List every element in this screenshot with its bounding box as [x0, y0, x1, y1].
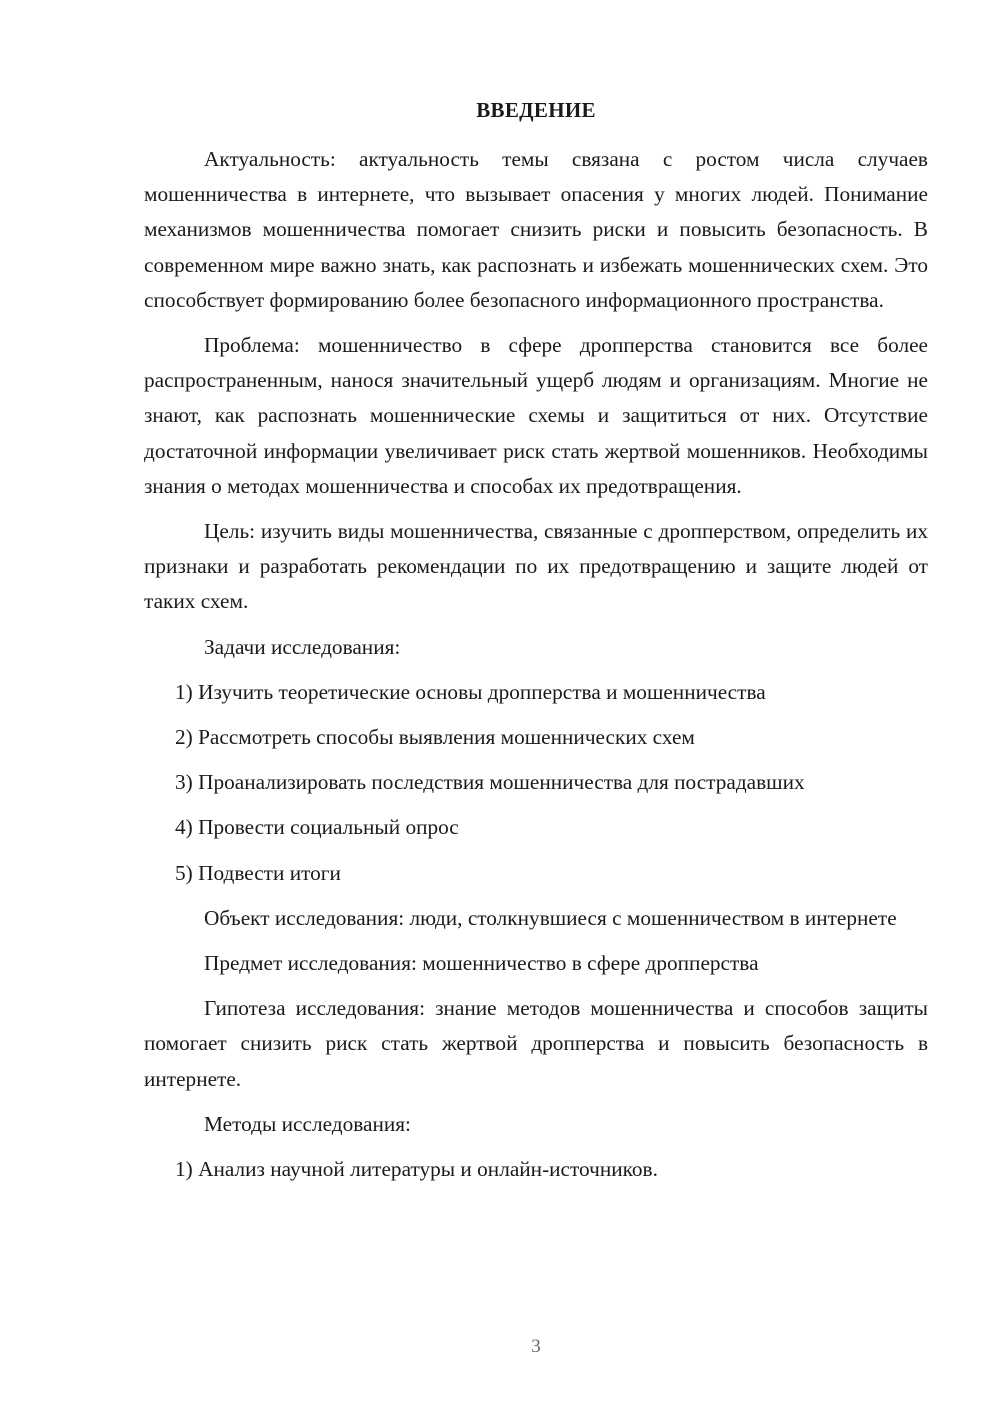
page-number: 3 [531, 1336, 541, 1357]
methods-list [144, 1152, 928, 1187]
section-title: ВВЕДЕНИЕ [476, 98, 596, 122]
tasks-list [144, 675, 928, 891]
goal-paragraph: Цель: изучить виды мошенничества, связанные с дропперством, определить их признаки и разработать рекомендации по их предотвращению и защите людей от таких схем. [144, 519, 928, 614]
problem-paragraph: Проблема: мошенничество в сфере дропперства становится все более распространенным, нанося значительный ущерб людям и организациям. Многие не знают, как распознать мошеннические схемы и защититься от них. Отсутствие достаточной информации увеличивает риск стать жертвой мошенников. Необходимы знания о методах мошенничества и способах их предотвращения. [144, 333, 928, 498]
hypothesis-paragraph: Гипотеза исследования: знание методов мошенничества и способов защиты помогает снизить риск стать жертвой дропперства и повысить безопасность в интернете. [144, 996, 928, 1091]
task-item: 1) Изучить теоретические основы дропперства и мошенничества [175, 679, 766, 704]
research-subject-paragraph: Предмет исследования: мошенничество в сфере дропперства [204, 951, 759, 976]
task-item: 3) Проанализировать последствия мошенничества для пострадавших [175, 770, 805, 795]
tasks-heading: Задачи исследования: [204, 634, 401, 659]
document-body [144, 142, 928, 1197]
task-item: 2) Рассмотреть способы выявления мошеннических схем [175, 725, 695, 750]
task-item: 5) Подвести итоги [175, 860, 341, 885]
method-item: 1) Анализ научной литературы и онлайн-источников. [175, 1157, 658, 1182]
task-item: 4) Провести социальный опрос [175, 815, 459, 840]
methods-heading: Методы исследования: [204, 1111, 411, 1136]
research-object-paragraph: Объект исследования: люди, столкнувшиеся с мошенничеством в интернете [204, 905, 897, 930]
relevance-paragraph: Актуальность: актуальность темы связана с ростом числа случаев мошенничества в интернете, что вызывает опасения у многих людей. Понимание механизмов мошенничества помогает снизить риски и повысить безопасность. В современном мире важно знать, как распознать и избежать мошеннических схем. Это способствует формированию более безопасного информационного пространства. [144, 147, 928, 312]
